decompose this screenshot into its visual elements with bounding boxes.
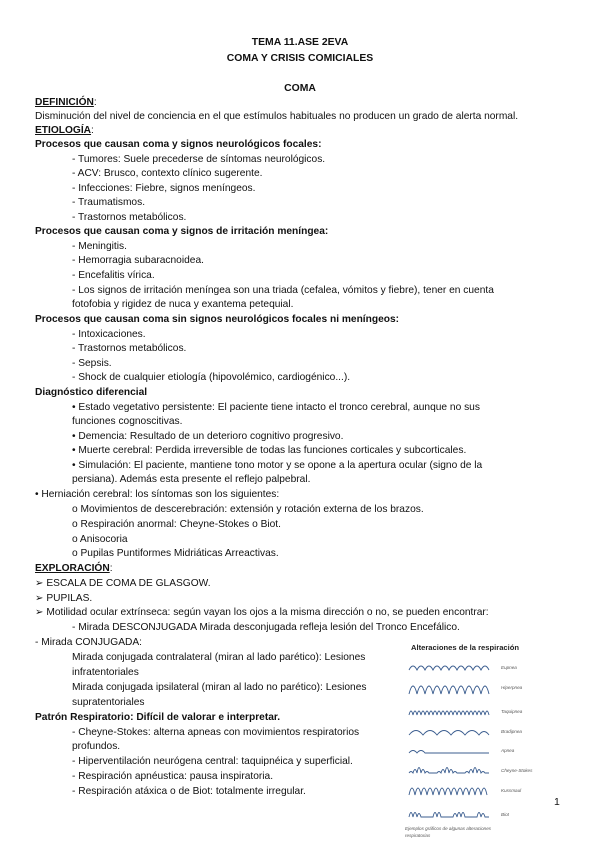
list-item: - Traumatismos.	[72, 197, 146, 208]
list-item: - Meningitis.	[72, 241, 127, 252]
list-item: - Encefalitis vírica.	[72, 270, 155, 281]
list-item: Mirada conjugada ipsilateral (miran al lado no parético): Lesiones	[72, 682, 367, 693]
wave-eupnea	[409, 666, 489, 670]
etiologia-label: ETIOLOGÍA	[35, 125, 92, 136]
wave-label: Taquipnea	[501, 709, 523, 714]
wave-label: Kussmaul	[501, 788, 522, 793]
list-item: - Cheyne-Stokes: alterna apneas con movimientos respiratorios	[72, 727, 360, 738]
list-item: o Respiración anormal: Cheyne-Stokes o Biot.	[72, 519, 281, 530]
list-item: • Estado vegetativo persistente: El paciente tiene intacto el tronco cerebral, aunque no sus	[72, 402, 480, 413]
wave-label: Biot	[501, 812, 509, 817]
exploracion-label: EXPLORACIÓN	[35, 563, 110, 574]
list-item: • Simulación: El paciente, mantiene tono motor y se opone a la apertura ocular (signo de la	[72, 460, 483, 471]
list-item: fotofobia y rigidez de nuca y exantema petequial.	[72, 299, 294, 310]
wave-apnea	[409, 751, 489, 754]
list-item: - Tumores: Suele precederse de síntomas neurológicos.	[72, 154, 326, 165]
list-item: infratentoriales	[72, 667, 139, 678]
list-item: o Movimientos de descerebración: extensión y rotación externa de los brazos.	[72, 504, 424, 515]
list-item: ➢ Motilidad ocular extrínseca: según vayan los ojos a la misma dirección o no, se pueden encontrar:	[35, 607, 489, 618]
sin-signos-heading: Procesos que causan coma sin signos neurológicos focales ni meníngeos:	[35, 314, 400, 325]
definicion-label-line: DEFINICIÓN:	[35, 97, 97, 108]
wave-label: Bradipnea	[501, 729, 522, 734]
list-item: Mirada conjugada contralateral (miran al lado parético): Lesiones	[72, 652, 366, 663]
herniacion-line: • Herniación cerebral: los síntomas son los siguientes:	[35, 489, 280, 500]
list-item: - Los signos de irritación meníngea son una triada (cefalea, vómitos y fiebre), tener en cuenta	[72, 285, 494, 296]
list-item: - Trastornos metabólicos.	[72, 343, 187, 354]
definicion-label: DEFINICIÓN	[35, 97, 94, 108]
list-item: profundos.	[72, 741, 121, 752]
list-item: ➢ PUPILAS.	[35, 593, 93, 604]
wave-hiperpnea	[409, 686, 489, 694]
list-item: - Infecciones: Fiebre, signos meníngeos.	[72, 183, 256, 194]
list-item: - Sepsis.	[72, 358, 112, 369]
list-item: persiana). Además esta presente el reflejo palpebral.	[72, 474, 311, 485]
list-item: - Respiración apnéustica: pausa inspiratoria.	[72, 771, 274, 782]
wave-labels	[500, 665, 533, 817]
list-item: • Demencia: Resultado de un deterioro cognitivo progresivo.	[72, 431, 344, 442]
wave-biot	[409, 813, 489, 818]
meningea-heading: Procesos que causan coma y signos de irritación meníngea:	[35, 226, 329, 237]
wave-cheyne-stokes	[409, 768, 489, 774]
page-number: 1	[554, 796, 560, 808]
list-item: - Hemorragia subaracnoidea.	[72, 255, 204, 266]
focales-heading: Procesos que causan coma y signos neurológicos focales:	[35, 139, 322, 150]
list-item: - Trastornos metabólicos.	[72, 212, 187, 223]
list-item: - Respiración atáxica o de Biot: totalmente irregular.	[72, 786, 306, 797]
wave-kussmaul	[409, 788, 487, 795]
desconjugada-line: - Mirada DESCONJUGADA Mirada desconjugada refleja lesión del Tronco Encefálico.	[72, 622, 460, 633]
figure-caption-1: Ejemplos gráficos de algunas alteraciones	[405, 826, 492, 831]
wave-label: Eupnea	[501, 665, 517, 670]
document-subtitle: COMA Y CRISIS COMICIALES	[226, 53, 374, 64]
list-item: - Hiperventilación neurógena central: taquipnéica y superficial.	[72, 756, 353, 767]
list-item: - ACV: Brusco, contexto clínico sugerente.	[72, 168, 263, 179]
wave-label: Apnea	[501, 748, 515, 753]
list-item: - Intoxicaciones.	[72, 329, 146, 340]
etiologia-label-line: ETIOLOGÍA:	[35, 125, 94, 136]
list-item: • Muerte cerebral: Perdida irreversible de todas las funciones corticales y subcorticales.	[72, 445, 467, 456]
exploracion-label-line: EXPLORACIÓN:	[35, 563, 113, 574]
conjugada-line: - Mirada CONJUGADA:	[35, 637, 142, 648]
respiration-waves	[409, 666, 489, 817]
diagnostico-heading: Diagnóstico diferencial	[35, 387, 148, 398]
list-item: funciones cognoscitivas.	[72, 416, 183, 427]
wave-label: Hiperpnea	[501, 685, 523, 690]
definicion-text: Disminución del nivel de conciencia en el que estímulos habituales no producen un grado de alerta normal.	[35, 111, 519, 122]
document-title: TEMA 11.ASE 2EVA	[251, 37, 349, 48]
list-item: o Pupilas Puntiformes Midriáticas Arreactivas.	[72, 548, 279, 559]
wave-bradipnea	[409, 731, 489, 736]
section-heading-coma: COMA	[284, 83, 316, 94]
list-item: supratentoriales	[72, 697, 145, 708]
wave-label: Cheyne-Stokes	[501, 768, 533, 773]
list-item: o Anisocoria	[72, 534, 128, 545]
respiration-figure	[403, 640, 553, 840]
list-item: - Shock de cualquier etiología (hipovolémico, cardiogénico...).	[72, 372, 351, 383]
wave-taquipnea	[409, 711, 489, 715]
figure-caption-2: respiratorias	[405, 833, 431, 838]
list-item: ➢ ESCALA DE COMA DE GLASGOW.	[35, 578, 211, 589]
figure-title: Alteraciones de la respiración	[411, 643, 520, 652]
patron-heading: Patrón Respiratorio: Difícil de valorar e interpretar.	[35, 712, 281, 723]
